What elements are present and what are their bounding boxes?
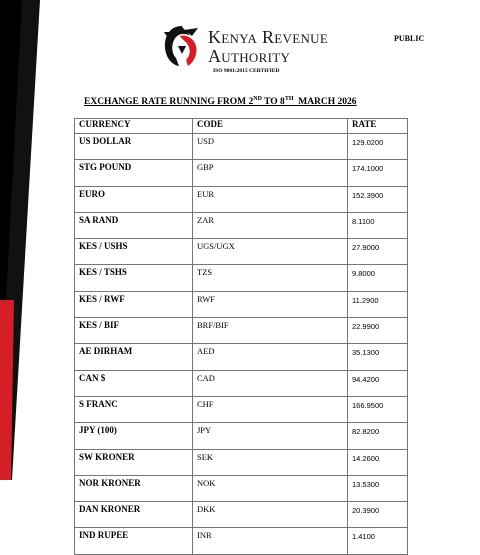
- document-title: [84, 96, 357, 107]
- table-header-row: [75, 119, 408, 134]
- rate-cell: 82.8200: [348, 423, 408, 449]
- title-prefix: EXCHANGE RATE RUNNING FROM 2: [84, 97, 254, 107]
- code-cell: TZS: [193, 265, 348, 291]
- currency-cell: KES / BIF: [75, 318, 193, 344]
- currency-cell: EURO: [75, 186, 193, 212]
- currency-cell: SW KRONER: [75, 449, 193, 475]
- title-suffix: MARCH 2026: [293, 97, 357, 107]
- brand-line2: Authority: [208, 46, 291, 66]
- rate-cell: 14.2600: [348, 449, 408, 475]
- code-cell: CHF: [193, 396, 348, 422]
- currency-cell: US DOLLAR: [75, 134, 193, 160]
- code-cell: INR: [193, 528, 348, 554]
- table-row: [75, 528, 408, 554]
- table-row: [75, 212, 408, 238]
- brand-line1: Kenya Revenue: [208, 27, 329, 47]
- code-cell: CAD: [193, 370, 348, 396]
- rate-cell: 35.1300: [348, 344, 408, 370]
- table-row: [75, 265, 408, 291]
- classification-label: PUBLIC: [394, 34, 425, 43]
- currency-cell: KES / TSHS: [75, 265, 193, 291]
- rate-cell: 152.3900: [348, 186, 408, 212]
- code-cell: UGS/UGX: [193, 239, 348, 265]
- header-currency: CURRENCY: [75, 119, 193, 134]
- exchange-rate-table: [74, 118, 408, 555]
- currency-cell: KES / USHS: [75, 239, 193, 265]
- header-rate: RATE: [348, 119, 408, 134]
- lion-head-icon: [162, 24, 202, 68]
- currency-cell: AE DIRHAM: [75, 344, 193, 370]
- rate-cell: 94.4200: [348, 370, 408, 396]
- code-cell: GBP: [193, 160, 348, 186]
- table-row: [75, 239, 408, 265]
- rate-cell: 13.5300: [348, 475, 408, 501]
- currency-cell: S FRANC: [75, 396, 193, 422]
- currency-cell: KES / RWF: [75, 291, 193, 317]
- rate-cell: 166.9500: [348, 396, 408, 422]
- table-row: [75, 134, 408, 160]
- code-cell: RWF: [193, 291, 348, 317]
- table-row: [75, 160, 408, 186]
- code-cell: ZAR: [193, 212, 348, 238]
- code-cell: DKK: [193, 502, 348, 528]
- currency-cell: NOR KRONER: [75, 475, 193, 501]
- rate-cell: 22.9900: [348, 318, 408, 344]
- decorative-side-band: [0, 0, 60, 480]
- header-code: CODE: [193, 119, 348, 134]
- table-row: [75, 475, 408, 501]
- iso-certification: ISO 9001:2015 CERTIFIED: [213, 68, 280, 74]
- table-row: [75, 396, 408, 422]
- table-body: [75, 134, 408, 555]
- title-middle: TO 8: [261, 97, 285, 107]
- rate-cell: 129.0200: [348, 134, 408, 160]
- title-sup1: ND: [253, 96, 262, 102]
- table-row: [75, 291, 408, 317]
- brand-name: [208, 28, 328, 65]
- table-row: [75, 423, 408, 449]
- currency-cell: SA RAND: [75, 212, 193, 238]
- table-row: [75, 370, 408, 396]
- currency-cell: STG POUND: [75, 160, 193, 186]
- title-sup2: TH: [284, 96, 294, 102]
- code-cell: NOK: [193, 475, 348, 501]
- rate-cell: 20.3900: [348, 502, 408, 528]
- table-row: [75, 318, 408, 344]
- table-row: [75, 186, 408, 212]
- rate-cell: 11.2900: [348, 291, 408, 317]
- code-cell: BRF/BIF: [193, 318, 348, 344]
- currency-cell: JPY (100): [75, 423, 193, 449]
- code-cell: JPY: [193, 423, 348, 449]
- code-cell: USD: [193, 134, 348, 160]
- table-row: [75, 344, 408, 370]
- code-cell: SEK: [193, 449, 348, 475]
- rate-cell: 8.1100: [348, 212, 408, 238]
- rate-cell: 27.9000: [348, 239, 408, 265]
- table-row: [75, 502, 408, 528]
- code-cell: AED: [193, 344, 348, 370]
- rate-cell: 174.1000: [348, 160, 408, 186]
- code-cell: EUR: [193, 186, 348, 212]
- table-row: [75, 449, 408, 475]
- rate-cell: 1.4100: [348, 528, 408, 554]
- currency-cell: CAN $: [75, 370, 193, 396]
- currency-cell: IND RUPEE: [75, 528, 193, 554]
- currency-cell: DAN KRONER: [75, 502, 193, 528]
- rate-cell: 9.8000: [348, 265, 408, 291]
